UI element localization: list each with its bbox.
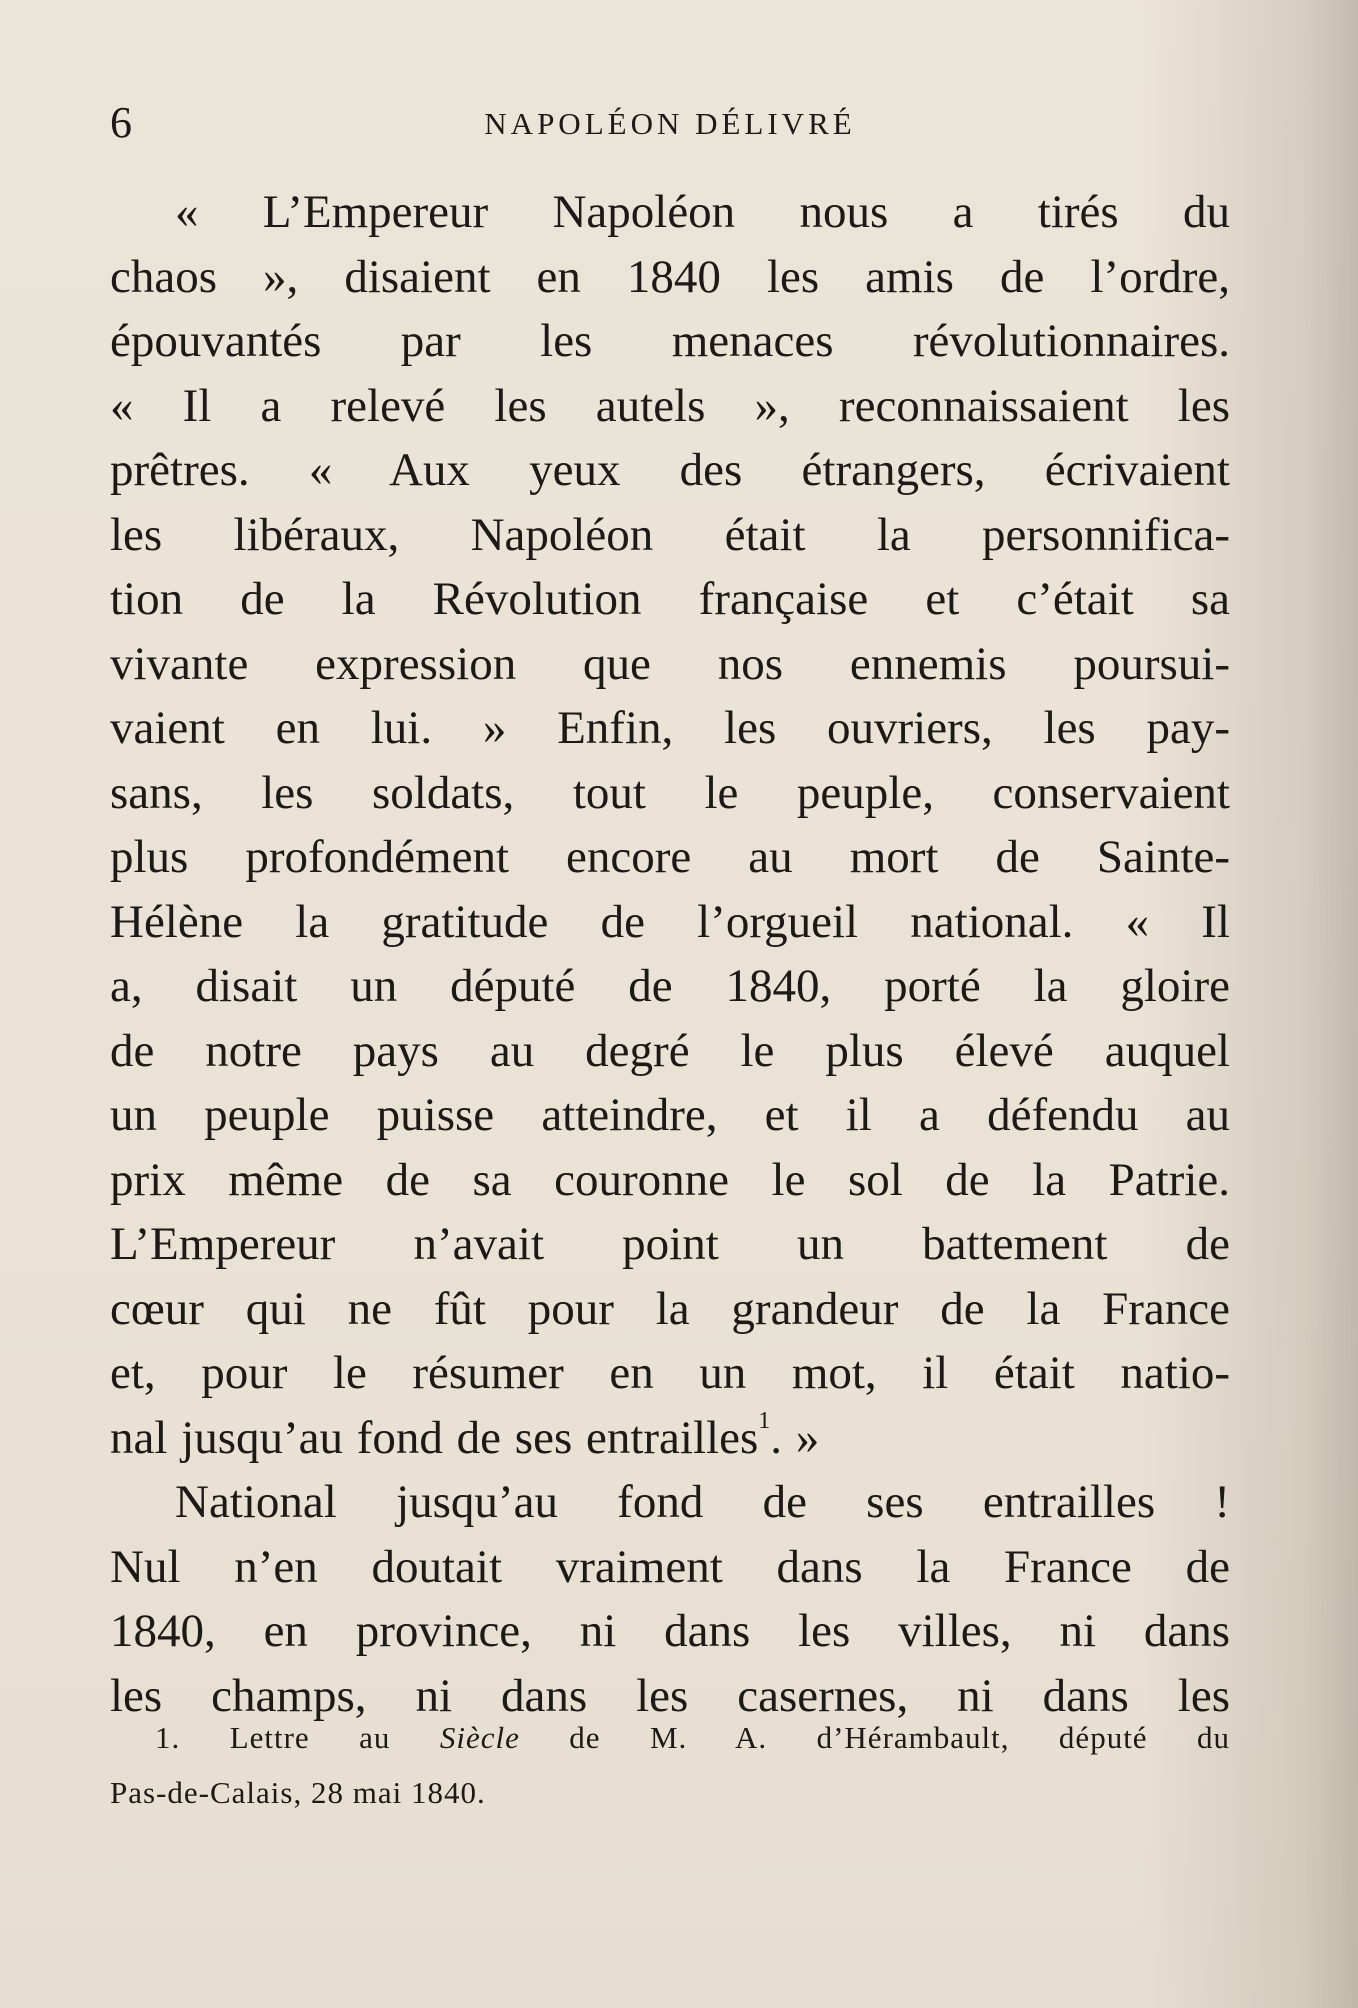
text-line: un peuple puisse atteindre, et il a défendu au — [110, 1089, 1230, 1141]
footnote-number: 1. — [155, 1720, 181, 1755]
text-line: L’Empereur n’avait point un battement de — [110, 1218, 1230, 1270]
footnote-line — [110, 1710, 1230, 1765]
footnotes — [110, 1710, 1230, 1820]
text-line: tion de la Révolution française et c’était sa — [110, 573, 1230, 625]
text-line: vivante expression que nos ennemis poursui- — [110, 637, 1230, 690]
text-line: les champs, ni dans les casernes, ni dans les — [110, 1669, 1230, 1722]
text-line: vaient en lui. » Enfin, les ouvriers, les pay- — [110, 702, 1230, 754]
text-line: Hélène la gratitude de l’orgueil national. « Il — [110, 895, 1230, 948]
page-header — [110, 98, 1230, 148]
text-line: National jusqu’au fond de ses entrailles ! — [175, 1476, 1230, 1528]
text-line: Nul n’en doutait vraiment dans la France de — [110, 1540, 1230, 1593]
text-line-content: nal jusqu’au fond de ses entrailles — [110, 1411, 759, 1464]
text-line: 1840, en province, ni dans les villes, ni dans — [110, 1605, 1230, 1657]
text-line: a, disait un député de 1840, porté la gloire — [110, 960, 1230, 1012]
text-line: et, pour le résumer en un mot, il était natio- — [110, 1347, 1230, 1399]
text-line: plus profondément encore au mort de Sainte- — [110, 831, 1230, 883]
footnote-line: Pas-de-Calais, 28 mai 1840. — [110, 1775, 486, 1810]
text-line: de notre pays au degré le plus élevé auquel — [110, 1024, 1230, 1077]
text-line: chaos », disaient en 1840 les amis de l’ordre, — [110, 250, 1230, 303]
text-line: « Il a relevé les autels », reconnaissaient les — [110, 379, 1230, 432]
text-line: cœur qui ne fût pour la grandeur de la France — [110, 1282, 1230, 1335]
text-line: les libéraux, Napoléon était la personnifica- — [110, 508, 1230, 561]
text-line: prix même de sa couronne le sol de la Patrie. — [110, 1153, 1230, 1206]
text-line: prêtres. « Aux yeux des étrangers, écrivaient — [110, 444, 1230, 496]
footnote-italic-title: Siècle — [439, 1720, 520, 1755]
text-line: « L’Empereur Napoléon nous a tirés du — [175, 186, 1230, 238]
footnote-text-end: de M. A. d’Hérambault, député du — [569, 1720, 1230, 1755]
page-number: 6 — [110, 98, 132, 147]
text-line-tail: . » — [770, 1411, 820, 1464]
body-text — [110, 180, 1230, 1728]
text-line-with-note — [110, 1406, 1230, 1471]
text-line: sans, les soldats, tout le peuple, conservaient — [110, 766, 1230, 819]
running-title: NAPOLÉON DÉLIVRÉ — [484, 106, 856, 141]
footnote-reference: 1 — [758, 1407, 771, 1434]
text-line: épouvantés par les menaces révolutionnaires. — [110, 315, 1230, 367]
footnote-text-start: Lettre au — [229, 1720, 391, 1755]
